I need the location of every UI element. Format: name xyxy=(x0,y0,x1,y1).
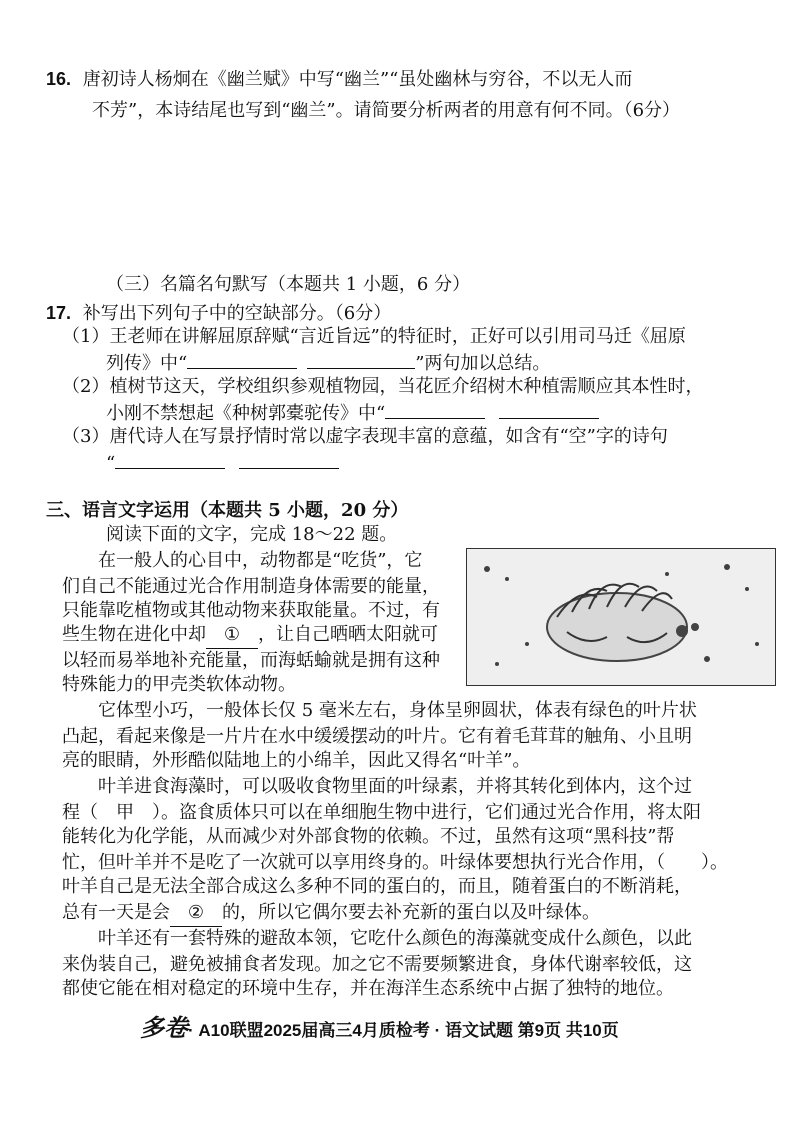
q17-blank-1a[interactable] xyxy=(187,350,297,369)
passage-p1-l1: 在一般人的心目中，动物都是“吃货”，它 xyxy=(98,550,423,571)
section3-title: （三）名篇名句默写（本题共 1 小题，6 分） xyxy=(106,274,471,295)
q17-stem-line xyxy=(46,300,391,327)
q17-item2-line1: （2）植树节这天，学校组织参观植物园，当花匠介绍树木种植需顺应其本性时， xyxy=(62,376,704,397)
q16-number: 16. xyxy=(46,69,72,89)
part3-title: 三、语言文字运用（本题共 5 小题，20 分） xyxy=(46,500,409,521)
passage-p3-l6-pre: 总有一天是会 xyxy=(62,902,170,923)
footer-logo: 多卷 xyxy=(140,1013,188,1042)
q17-blank-2b[interactable] xyxy=(499,400,599,419)
q17-item2-pre: 小刚不禁想起《种树郭橐驼传》中“ xyxy=(106,403,386,424)
passage-p3-l5: 叶羊自己是无法全部合成这么多种不同的蛋白的，而且，随着蛋白的不断消耗， xyxy=(62,876,692,897)
page-footer xyxy=(140,1008,619,1043)
q16-text-1: 唐初诗人杨炯在《幽兰赋》中写“幽兰”“虽处幽林与穷谷，不以无人而 xyxy=(82,69,633,90)
q17-item3-line2 xyxy=(106,450,339,477)
passage-p3-l4: 忙，但叶羊并不是吃了一次就可以享用终身的。叶绿体要想执行光合作用，（ ）。 xyxy=(62,852,728,873)
passage-blank-2[interactable]: ② xyxy=(170,900,222,927)
passage-p1-l6: 特殊能力的甲壳类软体动物。 xyxy=(62,674,296,695)
q17-item1-line1: （1）王老师在讲解屈原辞赋“言近旨远”的特征时，正好可以引用司马迁《屈原 xyxy=(62,326,686,347)
passage-p1-l4-pre: 些生物在进化中却 xyxy=(62,624,206,645)
q17-stem: 补写出下列句子中的空缺部分。（6分） xyxy=(82,303,392,324)
passage-p4-l2: 来伪装自己，避免被捕食者发现。加之它不需要频繁进食，身体代谢率较低，这 xyxy=(62,954,692,975)
q16-line2: 不芳”，本诗结尾也写到“幽兰”。请简要分析两者的用意有何不同。（6分） xyxy=(92,100,681,121)
q17-item1-line2 xyxy=(106,350,550,377)
q17-item3-pre: “ xyxy=(106,453,116,474)
passage-p3-l2: 程（ 甲 ）。盗食质体只可以在单细胞生物中进行，它们通过光合作用，将太阳 xyxy=(62,802,701,823)
passage-p2-l3: 亮的眼睛，外形酷似陆地上的小绵羊，因此又得名“叶羊”。 xyxy=(62,750,531,771)
part3-instruction: 阅读下面的文字，完成 18～22 题。 xyxy=(106,524,398,545)
passage-p1-l5: 以轻而易举地补充能量，而海蛞蝓就是拥有这种 xyxy=(62,650,440,671)
q17-blank-1b[interactable] xyxy=(307,350,415,369)
passage-p1-l3: 只能靠吃植物或其他动物来获取能量。不过，有 xyxy=(62,600,440,621)
passage-p1-l4-post: ，让自己晒晒太阳就可 xyxy=(258,624,438,645)
q16-line1 xyxy=(46,66,632,93)
passage-p3-l6-post: 的，所以它偶尔要去补充新的蛋白以及叶绿体。 xyxy=(222,902,600,923)
passage-p1-l4 xyxy=(62,622,438,649)
q17-blank-3b[interactable] xyxy=(239,450,339,469)
q17-blank-3a[interactable] xyxy=(115,450,225,469)
passage-p2-l1: 它体型小巧，一般体长仅 5 毫米左右，身体呈卵圆状，体表有绿色的叶片状 xyxy=(98,700,697,721)
passage-p2-l2: 凸起，看起来像是一片片在水中缓缓摆动的叶片。它有着毛茸茸的触角、小且明 xyxy=(62,726,692,747)
q17-item1-post: ”两句加以总结。 xyxy=(415,353,551,374)
passage-p3-l3: 能转化为化学能，从而减少对外部食物的依赖。不过，虽然有这项“黑科技”帮 xyxy=(62,826,675,847)
passage-blank-1[interactable]: ① xyxy=(206,622,258,649)
q17-number: 17. xyxy=(46,303,72,323)
q17-item2-line2 xyxy=(106,400,599,427)
passage-p4-l1: 叶羊还有一套特殊的避敌本领，它吃什么颜色的海藻就变成什么颜色，以此 xyxy=(98,928,692,949)
passage-p3-l6 xyxy=(62,900,600,927)
passage-p4-l3: 都使它能在相对稳定的环境中生存，并在海洋生态系统中占据了独特的地位。 xyxy=(62,978,674,999)
passage-p1-l2: 们自己不能通过光合作用制造身体需要的能量， xyxy=(62,576,440,597)
q17-item1-pre: 列传》中“ xyxy=(106,353,188,374)
q17-blank-2a[interactable] xyxy=(385,400,485,419)
q17-item3-line1: （3）唐代诗人在写景抒情时常以虚字表现丰富的意蕴，如含有“空”字的诗句 xyxy=(62,426,668,447)
passage-p3-l1: 叶羊进食海藻时，可以吸收食物里面的叶绿素，并将其转化到体内，这个过 xyxy=(98,776,692,797)
footer-text: · A10联盟2025届高三4月质检考 · 语文试题 第9页 共10页 xyxy=(188,1021,619,1040)
sea-slug-photo xyxy=(466,548,776,686)
